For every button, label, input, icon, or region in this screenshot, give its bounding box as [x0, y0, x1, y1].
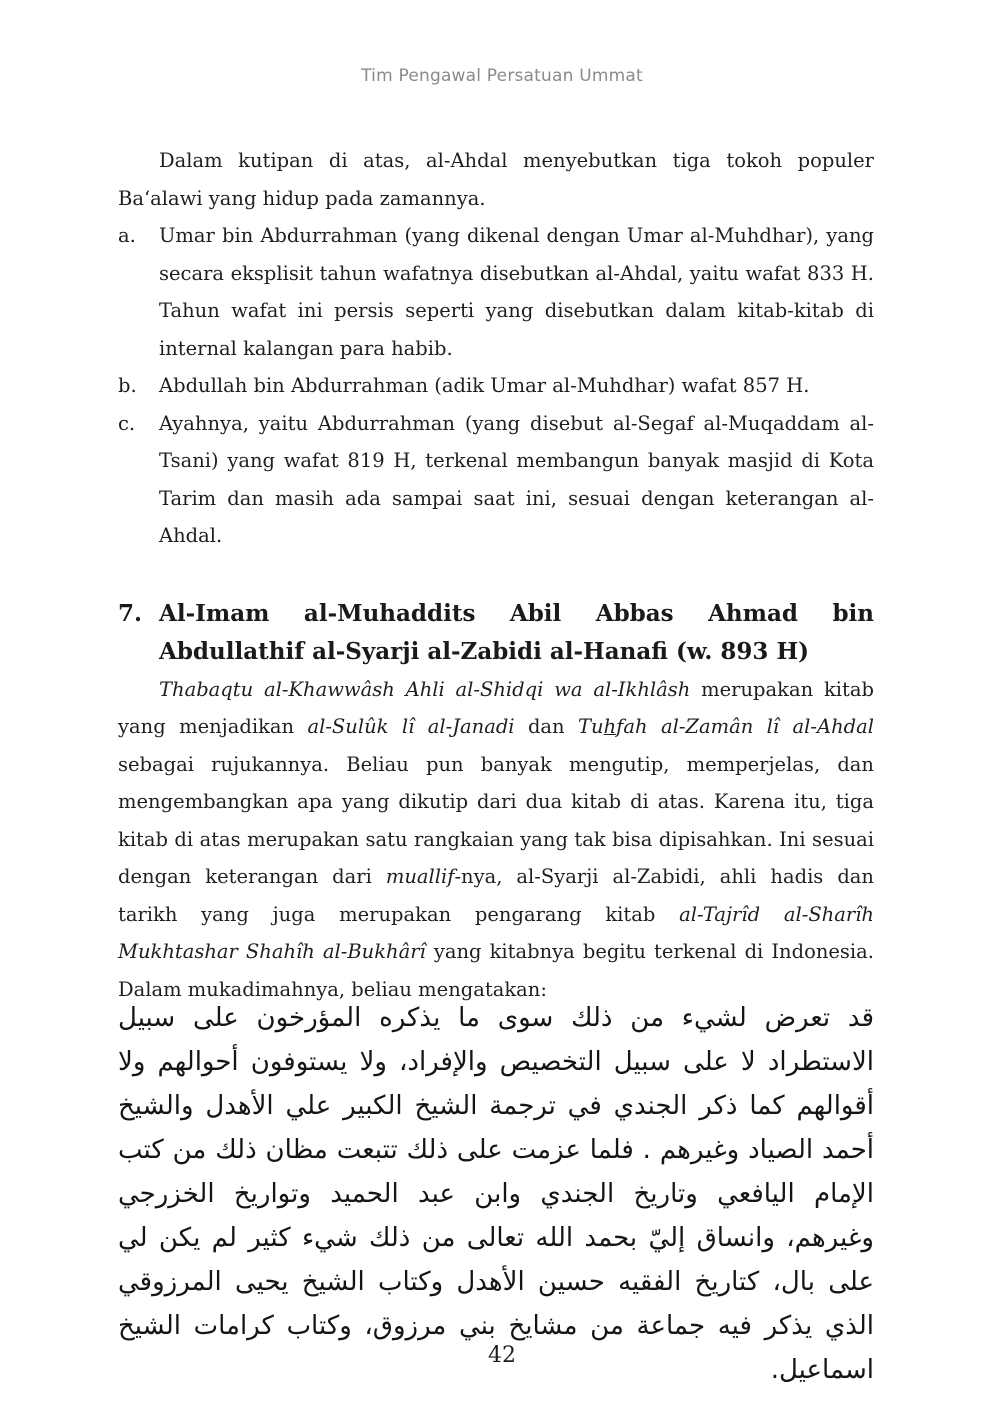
- running-header: Tim Pengawal Persatuan Ummat: [361, 66, 643, 86]
- underlined-letter: h: [603, 715, 617, 738]
- list-marker: c.: [118, 411, 136, 435]
- intro-paragraph: Dalam kutipan di atas, al-Ahdal menyebutkan tiga tokoh populer Ba‘alawi yang hidup pada zamannya.: [118, 149, 874, 210]
- book-title: Thabaqtu al-Khawwâsh Ahli al-Shidqi wa al-Ikhlâsh: [159, 677, 691, 701]
- section-number: 7.: [118, 599, 143, 627]
- arabic-quote: قد تعرض لشيء من ذلك سوى ما يذكره المؤرخون على سبيل الاستطراد لا على سبيل التخصيص والإفراد، ولا يستوفون أحوالهم ولا أقوالهم كما ذكر الجندي في ترجمة الشيخ الكبير علي الأهدل والشيخ أحمد الصياد وغيرهم . فلما عزمت على ذلك تتبعت مظان ذلك من كتب الإمام اليافعي وتاريخ الجندي وابن عبد الحميد وتواريخ الخزرجي وغيرهم، وانساق إليّ بحمد الله تعالى من ذلك شيء كثير لم يكن لي على بال، كتاريخ الفقيه حسين الأهدل وكتاب الشيخ يحيى المرزوقي الذي يذكر فيه جماعة من مشايخ بني مرزوق، وكتاب كرامات الشيخ اسماعيل.: [118, 1003, 874, 1385]
- body-text: -nya, al-Syarji al-Zabidi, ahli hadis dan tarikh yang juga merupakan pengarang kitab: [118, 865, 874, 926]
- section-heading: [118, 595, 874, 671]
- main-text: [118, 142, 874, 1008]
- list-marker: b.: [118, 374, 137, 397]
- body-text: yang kitabnya begitu terkenal di Indonesia. Dalam mukadimahnya, beliau mengatakan:: [118, 940, 874, 1001]
- list-item-text: Abdullah bin Abdurrahman (adik Umar al-Muhdhar) wafat 857 H.: [159, 374, 810, 397]
- list-marker: a.: [118, 224, 136, 247]
- body-text: merupakan kitab yang menjadikan: [118, 677, 874, 738]
- book-title: al-Tajrîd al-Sharîh Mukhtashar Shahîh al-Bukhârî: [118, 902, 874, 963]
- body-paragraph: [118, 671, 874, 1009]
- book-title: [578, 715, 874, 738]
- page-number: 42: [488, 1343, 516, 1368]
- list-item: [118, 217, 874, 367]
- list-item-text: Ayahnya, yaitu Abdurrahman (yang disebut al-Segaf al-Muqaddam al-Tsani) yang wafat 819 H, terkenal membangun banyak masjid di Kota Tarim dan masih ada sampai saat ini, sesuai dengan keterangan al-Ahdal.: [159, 411, 874, 547]
- term: muallif: [385, 865, 455, 888]
- book-title: al-Sulûk lî al-Janadi: [307, 715, 515, 738]
- body-text: sebagai rujukannya. Beliau pun banyak mengutip, memperjelas, dan mengembangkan apa yang dikutip dari dua kitab di atas. Karena itu, tiga kitab di atas merupakan satu rangkaian yang tak bisa dipisahkan. Ini sesuai dengan keterangan dari: [118, 752, 874, 888]
- list-item-text: Umar bin Abdurrahman (yang dikenal dengan Umar al-Muhdhar), yang secara eksplisit tahun wafatnya disebutkan al-Ahdal, yaitu wafat 833 H. Tahun wafat ini persis seperti yang disebutkan dalam kitab-kitab di internal kalangan para habib.: [159, 224, 874, 360]
- list-item: [118, 367, 874, 405]
- book-title-part: fah al-Zamân lî al-Ahdal: [616, 715, 874, 738]
- book-title-part: Tu: [578, 715, 604, 738]
- list-item: [118, 405, 874, 555]
- section-title: Al-Imam al-Muhaddits Abil Abbas Ahmad bin Abdullathif al-Syarji al-Zabidi al-Hanafi (w. 893 H): [159, 599, 874, 665]
- body-text: dan: [514, 715, 579, 738]
- tokoh-list: [118, 217, 874, 555]
